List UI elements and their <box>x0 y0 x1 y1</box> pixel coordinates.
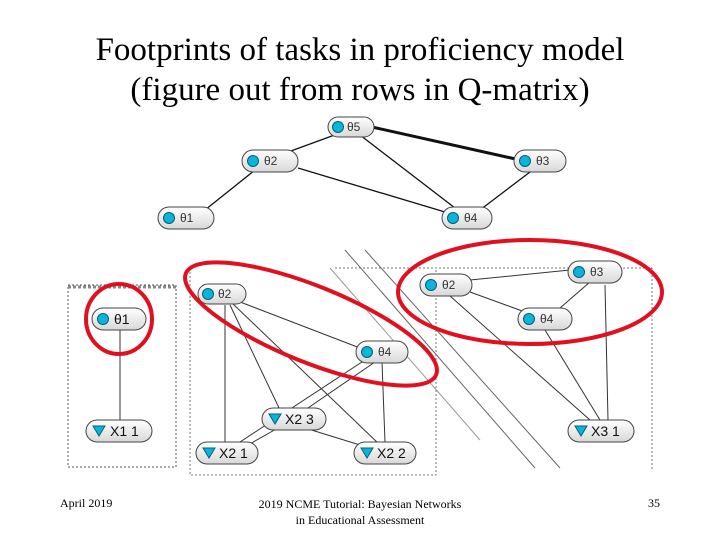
node-dot-icon <box>574 267 585 278</box>
node-label: θ4 <box>540 312 554 326</box>
panel-2-task-node <box>262 408 326 430</box>
edge-p3-theta2-theta4 <box>470 292 525 312</box>
proficiency-model-node <box>514 150 566 172</box>
node-label: θ3 <box>536 154 550 168</box>
node-label: θ2 <box>442 278 456 292</box>
edge-p3-theta3-theta4 <box>560 282 590 308</box>
node-label: X1 1 <box>110 423 139 439</box>
node-label: X2 1 <box>219 445 248 461</box>
proficiency-model-node <box>328 117 374 137</box>
edge-theta5-theta4 <box>360 135 455 208</box>
edge-p2-x23-x22 <box>305 428 360 445</box>
edge-p3-theta2-theta3 <box>470 270 570 280</box>
footer-event-line-1: 2019 NCME Tutorial: Bayesian Networks <box>258 497 462 511</box>
node-dot-icon <box>203 289 214 300</box>
node-label: θ4 <box>464 211 478 225</box>
node-dot-icon <box>520 156 531 167</box>
node-dot-icon <box>164 213 175 224</box>
footer-event-line-2: in Educational Assessment <box>295 513 425 527</box>
edge-theta3-theta4 <box>480 172 530 210</box>
node-dot-icon <box>333 122 344 133</box>
node-label: θ1 <box>180 211 194 225</box>
edge-theta2-theta1 <box>205 170 255 210</box>
panel-2-proficiency-node <box>356 341 408 363</box>
node-label: θ3 <box>590 265 604 279</box>
panel-2-task-node <box>354 442 416 464</box>
edge-p2-theta4-x22 <box>382 362 385 442</box>
panel-3-task-node <box>568 420 634 442</box>
footer-event <box>230 496 490 528</box>
panel-2-proficiency-node <box>198 284 246 304</box>
title-line-2: (figure out from rows in Q-matrix) <box>130 72 590 108</box>
panel-3-proficiency-node <box>518 308 572 330</box>
node-dot-icon <box>524 314 535 325</box>
proficiency-model-node <box>158 207 214 229</box>
node-label: X3 1 <box>591 423 620 439</box>
edge-p3-theta3-x31 <box>605 285 608 420</box>
edge-p2-theta4-x23 <box>305 362 375 410</box>
panel-2-task-node <box>196 442 258 464</box>
edge-p2-theta2-x23 <box>230 305 280 410</box>
page-number: 35 <box>648 496 660 510</box>
node-dot-icon <box>448 213 459 224</box>
node-label: θ2 <box>218 287 232 301</box>
proficiency-model-node <box>242 150 298 172</box>
highlight-panel-2-pair <box>172 238 451 410</box>
node-label: θ5 <box>347 120 361 134</box>
panel-1-proficiency-node <box>92 308 146 330</box>
panel-3-proficiency-node <box>568 261 622 283</box>
edge-theta5-theta3 <box>372 127 520 160</box>
edge-p2-x23-x21 <box>248 428 278 445</box>
title-line-1: Footprints of tasks in proficiency model <box>95 32 625 68</box>
node-dot-icon <box>98 314 109 325</box>
panel-3-proficiency-node <box>420 274 472 296</box>
node-label: X2 3 <box>285 411 314 427</box>
node-dot-icon <box>248 156 259 167</box>
edge-theta2-theta4 <box>298 168 445 212</box>
node-label: θ2 <box>264 154 278 168</box>
node-label: θ4 <box>378 345 392 359</box>
proficiency-model-node <box>442 207 492 229</box>
footer-date: April 2019 <box>60 496 113 510</box>
node-label: X2 2 <box>377 445 406 461</box>
node-label: θ1 <box>114 311 130 327</box>
node-dot-icon <box>426 280 437 291</box>
panel-1-task-node <box>86 420 152 442</box>
node-dot-icon <box>362 347 373 358</box>
